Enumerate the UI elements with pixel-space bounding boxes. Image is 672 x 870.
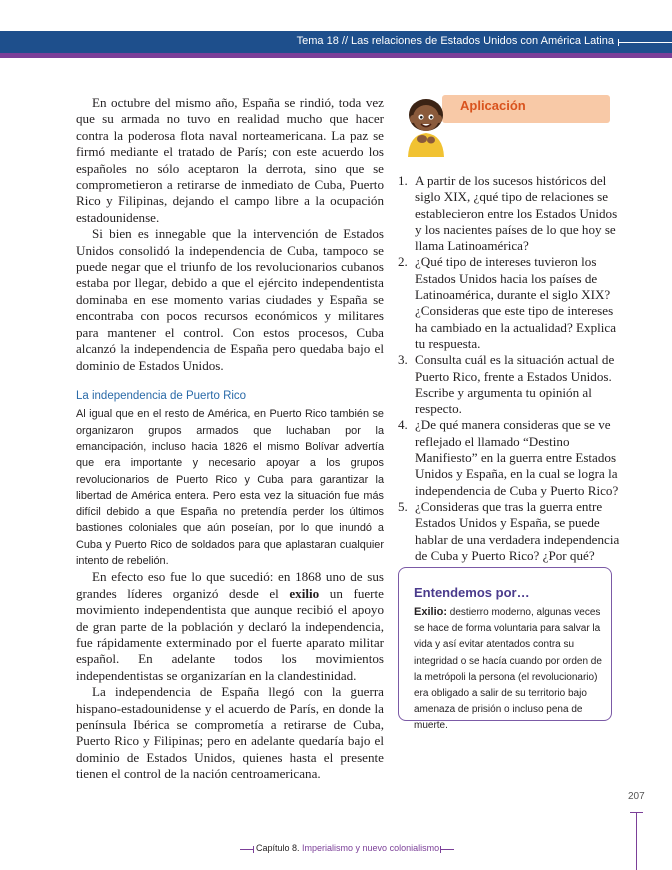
term-exilio: exilio [289, 585, 320, 601]
question-text: ¿De qué manera consideras que se ve reflejado el llamado “Destino Manifiesto” en la guerra entre Estados Unidos y España, en la cual se logra la independencia de Cuba y Puerto Rico? [415, 417, 619, 498]
aplicacion-header [398, 93, 612, 157]
footer-subtitle: Imperialismo y nuevo colonialismo [299, 843, 440, 853]
main-text-column [76, 95, 384, 783]
paragraph-3: Al igual que en el resto de América, en Puerto Rico también se organizaron grupos armados que luchaban por la emancipación, incluso hacia 1826 el mismo Bolívar advertía que era importante y necesario apoyar a los grupos revolucionarios de Puerto Rico y Cuba para garantizar la libertad de América entera. Pero esta vez la situación fue más difícil debido a que España no pretendía perder los últimos bastiones coloniales que aún poseían, por lo que inundó a Cuba y Puerto Rico de soldados para que aplastaran cualquier intento de rebelión. [76, 408, 384, 567]
paragraph-4-end: un fuerte movimiento independentista que aunque recibió el apoyo de gran parte de la población y declaró la independencia, fue rápidamente exterminado por el fuerte aparato militar español. En adelante todos los movimientos independentistas se organizarían en la clandestinidad. [76, 585, 384, 683]
question-text: ¿Consideras que tras la guerra entre Estados Unidos y España, se puede hablar de una verdadera independencia de Cuba y Puerto Rico? ¿Por qué? [415, 498, 620, 563]
footer-text [256, 843, 439, 853]
paragraph-4 [76, 569, 384, 684]
child-illustration-icon [400, 93, 452, 157]
paragraph-1: En octubre del mismo año, España se rindió, toda vez que su armada no tuvo en realidad mucho que hacer contra la poderosa flota naval norteamericana. La paz se firmó mediante el tratado de París; con este acuerdo los españoles no sólo aceptaron la derrota, sino que se comprometieron a retirarse de inmediato de Cuba, Puerto Rico y Filipinas, dejando el campo libre a la ocupación estadounidense. [76, 95, 384, 225]
header-title: Tema 18 // Las relaciones de Estados Unidos con América Latina [296, 35, 614, 47]
header-divider [618, 42, 672, 43]
question-number: 1. [398, 173, 408, 188]
question-number: 2. [398, 254, 408, 270]
footer-line-left [240, 849, 254, 850]
question-item [398, 352, 620, 417]
paragraph-5: La independencia de España llegó con la guerra hispano-estadounidense y el acuerdo de París, en donde la península Ibérica se comprometía a retirarse de Cuba, Puerto Rico y Filipinas; pero en adelante quedaría bajo el dominio de Estados Unidos, quienes hasta el presente tienen el control de la nación centroamericana. [76, 684, 384, 782]
question-number: 3. [398, 352, 408, 368]
paragraph-4-start: En efecto eso fue lo que sucedió: en 1868 uno de sus grandes líderes organizó desde el [76, 569, 384, 601]
footer [240, 843, 454, 857]
question-item [398, 417, 620, 498]
question-text: Consulta cuál es la situación actual de Puerto Rico, frente a Estados Unidos. Escribe y argumenta tu opinión al respecto. [415, 352, 615, 417]
page-number: 207 [628, 791, 645, 802]
paragraph-2: Si bien es innegable que la intervención de Estados Unidos consolidó la independencia de Cuba, tampoco se puede negar que el triunfo de los revolucionarios cubanos estaba por llegar, debido a que el ejército independentista dominaba en ese momento varias ciudades y España se encontraba con pocos recursos económicos y militares para mantener el control. Con estos procesos, Cuba alcanzó la independencia de España pero quedaba bajo el dominio de Estados Unidos. [76, 226, 384, 373]
question-number: 5. [398, 498, 408, 514]
question-list [398, 173, 620, 564]
definition-text [414, 604, 604, 735]
footer-line-right [440, 849, 454, 850]
definition-body: destierro moderno, algunas veces se hace de forma voluntaria para salvar la vida y así evitar atentados contra su integridad o se hacía cuando por orden de la metrópoli la persona (el revolucionario) era obligado a salir de su territorio bajo amenaza de prisión o incluso pena de muerte. [414, 607, 602, 732]
question-number: 4. [398, 417, 408, 433]
question-item [398, 254, 620, 352]
footer-chapter: Capítulo 8. [256, 843, 300, 853]
question-text: A partir de los sucesos históricos del siglo XIX, ¿qué tipo de relaciones se establecieron entre los Estados Unidos y los nacientes países de lo que hoy se llama Latinoamérica? [415, 173, 618, 254]
aplicacion-title: Aplicación [460, 98, 526, 113]
question-item [398, 173, 620, 254]
question-item [398, 499, 620, 564]
definition-box [398, 567, 612, 732]
side-marker-line [636, 812, 637, 870]
section-heading: La independencia de Puerto Rico [76, 389, 247, 402]
header-stripe [0, 53, 672, 58]
definition-term: Exilio: [414, 606, 448, 618]
question-text: ¿Qué tipo de intereses tuvieron los Estados Unidos hacia los países de Latinoamérica, durante el siglo XIX? ¿Consideras que este tipo de intereses ha cambiado en la actualidad? Explica tu respuesta. [415, 254, 617, 351]
definition-title: Entendemos por… [414, 585, 530, 600]
